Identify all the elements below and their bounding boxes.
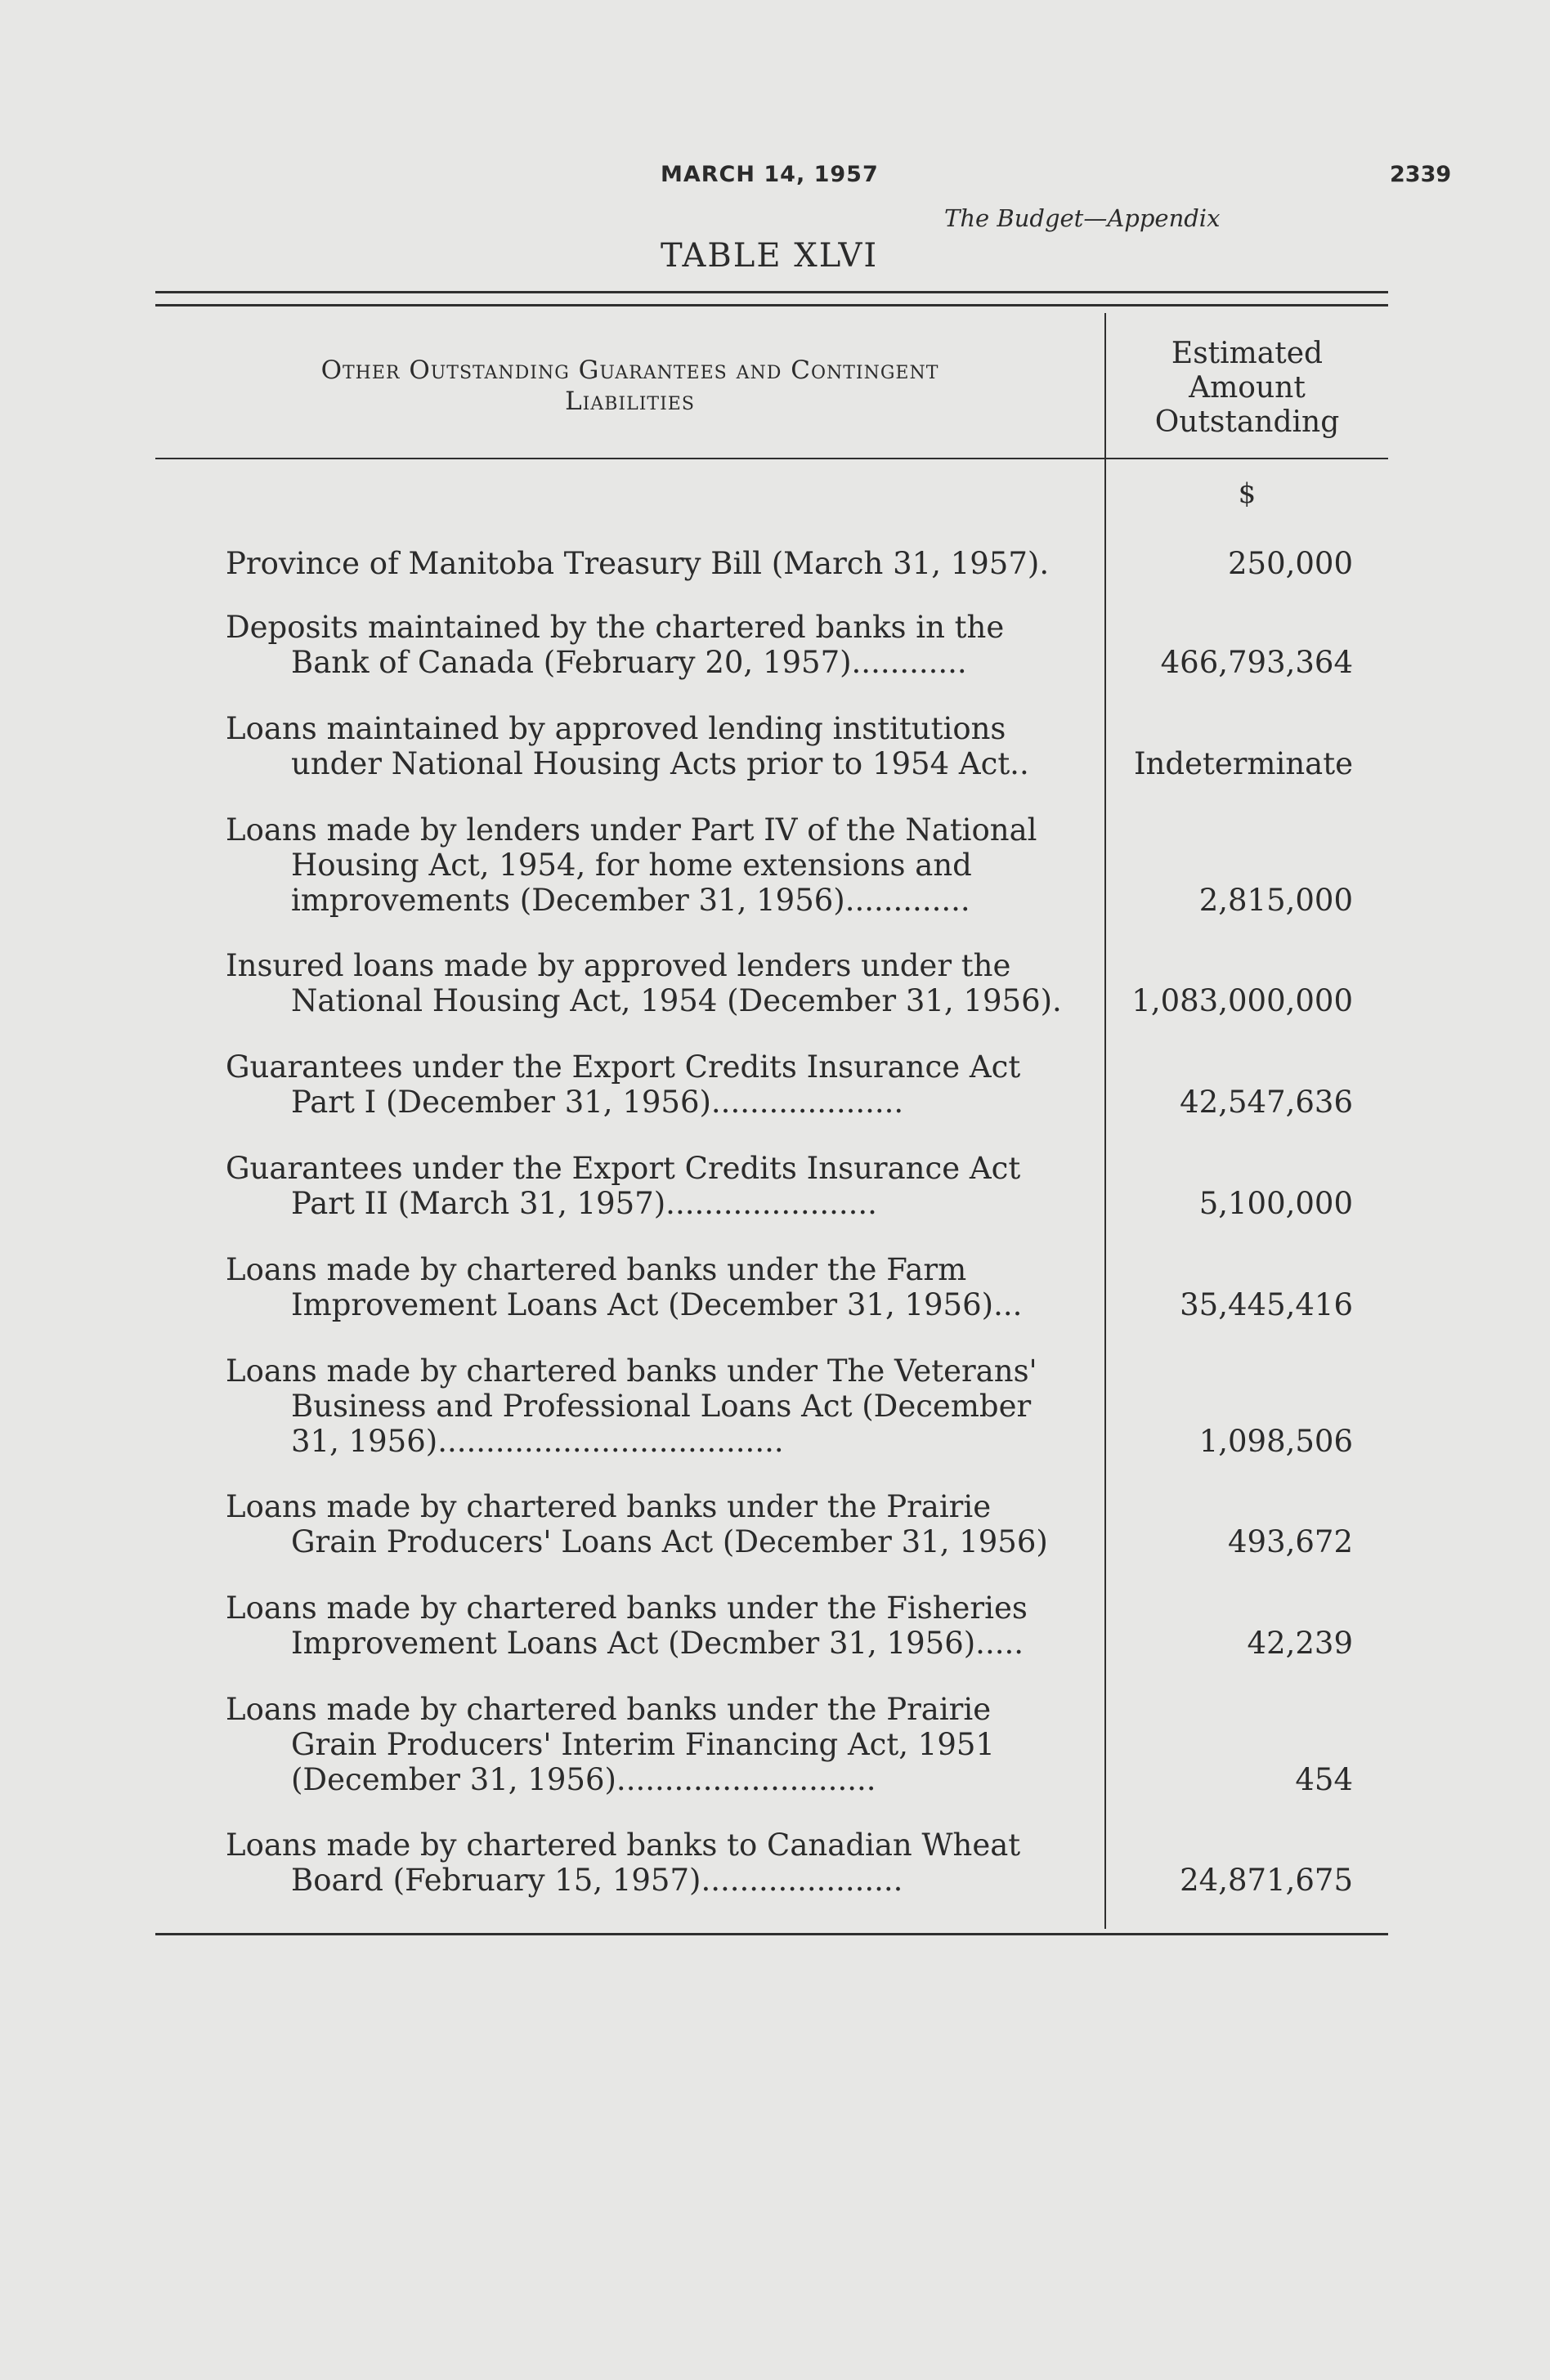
row-amount: 42,239	[1247, 1626, 1353, 1661]
row-amount: 35,445,416	[1180, 1287, 1353, 1322]
column-heading-line: Amount	[1189, 371, 1306, 405]
row-description-line: Improvement Loans Act (Decmber 31, 1956).....	[291, 1626, 1024, 1661]
row-description-line: Part II (March 31, 1957)......................	[291, 1186, 877, 1221]
row-amount: 5,100,000	[1198, 1186, 1353, 1221]
table-title: TABLE XLVI	[661, 237, 879, 275]
row-description-line: Improvement Loans Act (December 31, 1956)...	[291, 1287, 1023, 1322]
row-amount: 250,000	[1227, 546, 1353, 581]
row-description-line: Insured loans made by approved lenders under the	[226, 948, 1011, 983]
row-description-line: Guarantees under the Export Credits Insurance Act	[226, 1049, 1021, 1085]
column-heading-line: Estimated	[1171, 337, 1324, 370]
row-amount: 2,815,000	[1198, 883, 1353, 918]
row-description-line: Loans made by lenders under Part IV of the National	[226, 812, 1037, 848]
row-description-line: Business and Professional Loans Act (December	[291, 1389, 1032, 1424]
page-number: 2339	[1390, 162, 1452, 187]
row-description	[226, 1692, 1073, 1797]
row-amount: 493,672	[1227, 1524, 1353, 1559]
row-description	[226, 546, 1073, 581]
row-description-line: Province of Manitoba Treasury Bill (March 31, 1957).	[226, 546, 1050, 581]
row-description-line: Part I (December 31, 1956)....................	[291, 1085, 904, 1120]
row-description-line: Deposits maintained by the chartered banks in the	[226, 610, 1005, 645]
column-heading-line: Outstanding	[1154, 405, 1340, 439]
row-amount: 454	[1295, 1762, 1353, 1797]
row-description	[226, 1049, 1073, 1120]
bottom-rule	[155, 1933, 1388, 1935]
row-description-line: 31, 1956)....................................	[291, 1424, 784, 1459]
column-heading-line: Other Outstanding Guarantees and Contingent	[320, 356, 939, 385]
row-description-line: Loans made by chartered banks under the Prairie	[226, 1489, 992, 1524]
row-description	[226, 1590, 1073, 1661]
top-double-rule-upper	[155, 291, 1388, 293]
column-heading-line: Liabilities	[565, 387, 695, 416]
row-amount: 24,871,675	[1180, 1863, 1353, 1898]
row-amount: 1,098,506	[1198, 1424, 1353, 1459]
row-description	[226, 1151, 1073, 1221]
row-amount: Indeterminate	[1133, 746, 1353, 781]
row-description-line: (December 31, 1956)...........................	[291, 1762, 876, 1797]
row-description-line: Bank of Canada (February 20, 1957)............	[291, 645, 967, 680]
row-description-line: Board (February 15, 1957).....................	[291, 1863, 903, 1898]
row-description-line: Guarantees under the Export Credits Insurance Act	[226, 1151, 1021, 1186]
row-amount: 466,793,364	[1160, 645, 1353, 680]
row-description	[226, 711, 1073, 781]
row-description-line: Grain Producers' Loans Act (December 31, 1956)	[291, 1524, 1048, 1559]
row-amount: 42,547,636	[1180, 1085, 1353, 1120]
row-description-line: Loans made by chartered banks under the Prairie	[226, 1692, 992, 1727]
running-head: The Budget—Appendix	[944, 204, 1221, 232]
header-rule	[155, 458, 1388, 459]
row-description	[226, 1489, 1073, 1559]
row-description-line: improvements (December 31, 1956).............	[291, 883, 970, 918]
row-description	[226, 812, 1073, 918]
row-description	[226, 1252, 1073, 1322]
header-date: MARCH 14, 1957	[661, 162, 879, 187]
row-description-line: Loans made by chartered banks to Canadian Wheat	[226, 1828, 1021, 1863]
row-description-line: Grain Producers' Interim Financing Act, 1951	[291, 1727, 995, 1762]
row-description-line: Loans made by chartered banks under The Veterans'	[226, 1353, 1037, 1389]
row-description	[226, 1828, 1073, 1898]
row-description-line: Loans made by chartered banks under the Farm	[226, 1252, 967, 1287]
row-description	[226, 948, 1073, 1018]
row-description-line: Loans made by chartered banks under the Fisheries	[226, 1590, 1028, 1626]
currency-symbol: $	[1238, 477, 1257, 510]
column-heading-amount	[1106, 337, 1388, 440]
row-description	[226, 1353, 1073, 1459]
row-description-line: under National Housing Acts prior to 1954 Act..	[291, 746, 1029, 781]
row-description-line: National Housing Act, 1954 (December 31, 1956).	[291, 983, 1062, 1018]
column-heading-description	[155, 355, 1104, 417]
row-description	[226, 610, 1073, 680]
row-amount: 1,083,000,000	[1131, 983, 1353, 1018]
row-description-line: Loans maintained by approved lending institutions	[226, 711, 1006, 746]
top-double-rule-lower	[155, 304, 1388, 306]
row-description-line: Housing Act, 1954, for home extensions and	[291, 848, 972, 883]
